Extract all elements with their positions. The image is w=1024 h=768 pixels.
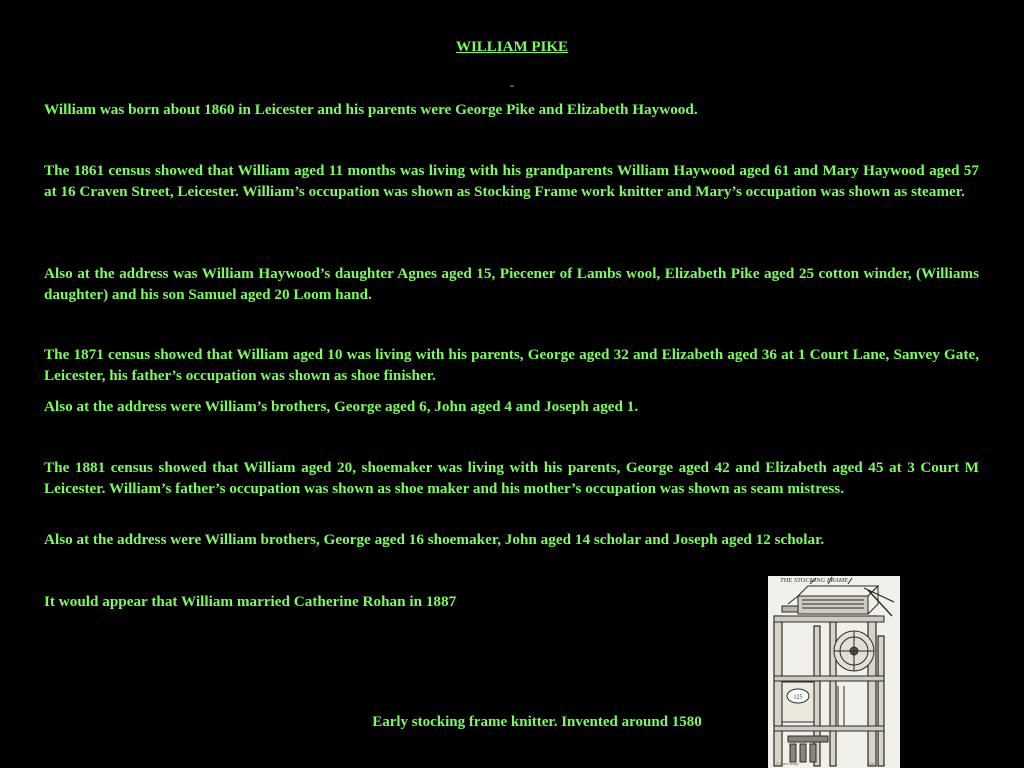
stocking-frame-image — [768, 576, 900, 768]
paragraph-1881-household: Also at the address were William brothers, George aged 16 shoemaker, John aged 14 scholar and Joseph aged 12 scholar. — [44, 531, 825, 548]
plate-number: 125 — [793, 694, 803, 701]
paragraph-1861-census: The 1861 census showed that William aged 11 months was living with his grandparents William Haywood aged 61 and Mary Haywood aged 57 at 16 Craven Street, Leicester. William’s occupation was shown as Stocking Frame work knitter and Mary’s occupation was shown as steamer. — [44, 162, 979, 200]
page-title: WILLIAM PIKE — [455, 39, 569, 55]
engraver-right: Cat. — [868, 761, 875, 766]
paragraph-1861-household: Also at the address was William Haywood’s daughter Agnes aged 15, Piecener of Lambs wool, Elizabeth Pike aged 25 cotton winder, (Williams daughter) and his son Samuel aged 20 Loom hand. — [44, 265, 979, 303]
paragraph-1881-census: The 1881 census showed that William aged 20, shoemaker was living with his parents, George aged 42 and Elizabeth aged 45 at 3 Court M Leicester. William’s father’s occupation was shown as shoe maker and his mother’s occupation was shown as seam mistress. — [44, 459, 979, 497]
stocking-frame-illustration — [768, 576, 900, 768]
paragraph-birth: William was born about 1860 in Leicester and his parents were George Pike and Elizabeth Haywood. — [44, 101, 698, 118]
paragraph-marriage: It would appear that William married Catherine Rohan in 1887 — [44, 593, 457, 610]
title-separator: - — [510, 78, 514, 92]
image-caption: Early stocking frame knitter. Invented around 1580 — [372, 714, 702, 730]
engraver-left: J. Gwin Sculp. — [776, 761, 800, 766]
paragraph-1871-household: Also at the address were William’s brothers, George aged 6, John aged 4 and Joseph aged 1. — [44, 398, 639, 415]
image-heading: THE STOCKING FRAME — [780, 577, 849, 584]
paragraph-1871-census: The 1871 census showed that William aged 10 was living with his parents, George aged 32 and Elizabeth aged 36 at 1 Court Lane, Sanvey Gate, Leicester, his father’s occupation was shown as shoe finisher. — [44, 346, 979, 384]
